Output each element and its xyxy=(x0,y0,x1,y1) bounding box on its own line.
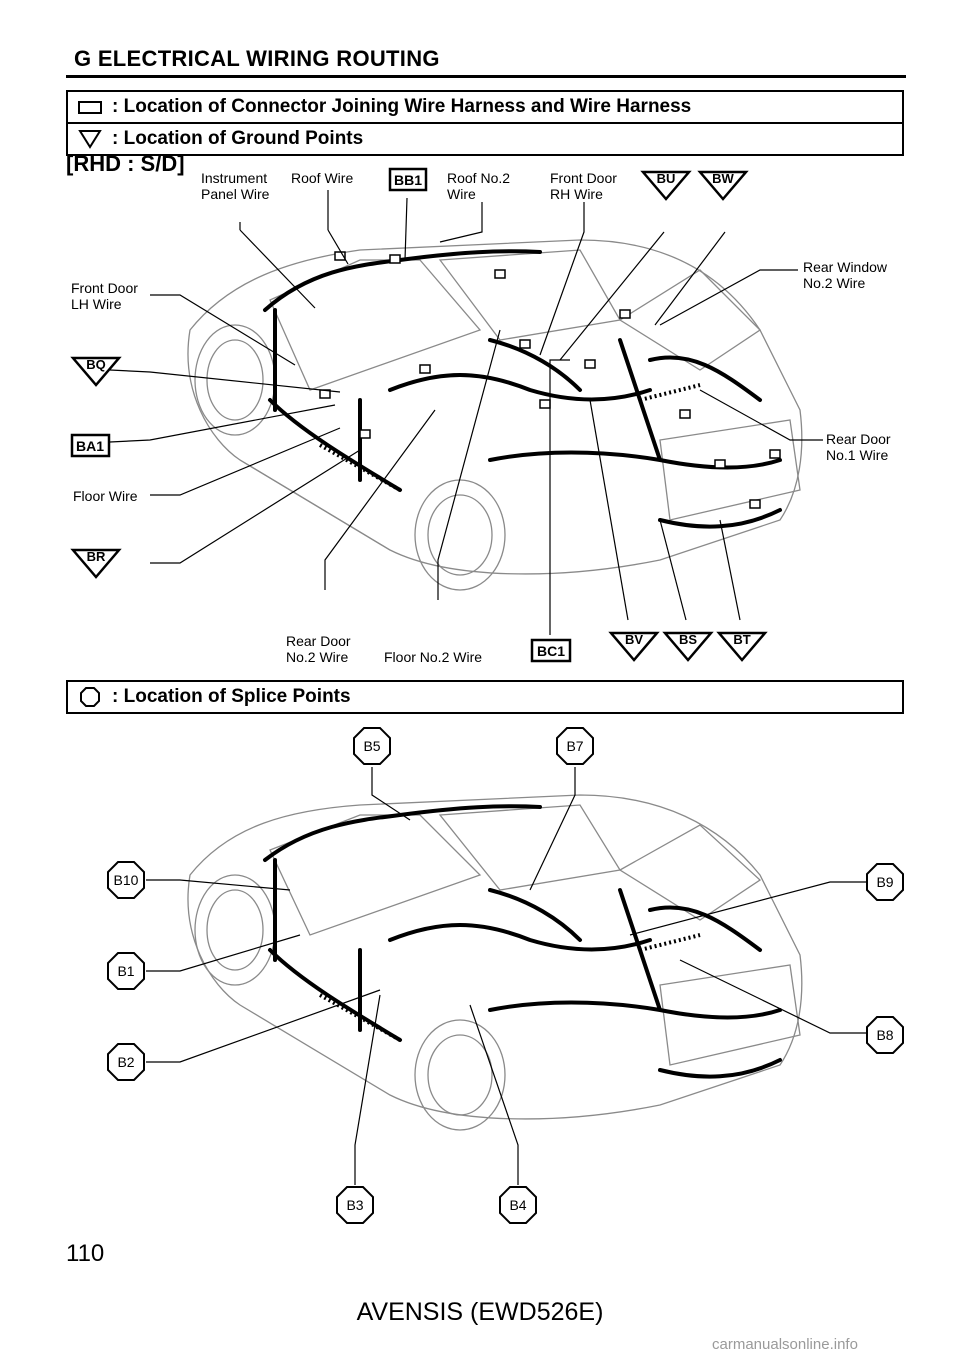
connector-bc1 xyxy=(532,640,570,661)
legend-connector-text: : Location of Connector Joining Wire Harness and Wire Harness xyxy=(112,96,692,117)
svg-text:BW: BW xyxy=(712,171,734,186)
label-rear-door-no2-wire-1: Rear Door xyxy=(286,633,351,649)
splice-b7 xyxy=(557,728,593,764)
svg-text:B10: B10 xyxy=(113,872,139,888)
splice-diagram xyxy=(60,725,920,1225)
wire-harness-2 xyxy=(265,806,780,1076)
svg-text:BC1: BC1 xyxy=(536,643,566,659)
label-front-door-lh-wire-2: LH Wire xyxy=(71,296,122,312)
label-floor-wire: Floor Wire xyxy=(73,488,138,504)
label-roof-no2-wire-2: Wire xyxy=(447,186,476,202)
legend-connector-row xyxy=(68,92,902,122)
label-rear-door-no1-wire-2: No.1 Wire xyxy=(826,447,889,463)
svg-text:B4: B4 xyxy=(509,1197,527,1213)
car-body-outline-2 xyxy=(188,795,802,1130)
svg-text:B2: B2 xyxy=(117,1054,135,1070)
label-roof-no2-wire-1: Roof No.2 xyxy=(447,170,511,186)
splice-b9 xyxy=(867,864,903,900)
svg-text:B7: B7 xyxy=(566,738,584,754)
watermark: carmanualsonline.info xyxy=(712,1336,858,1353)
ground-bv xyxy=(611,632,657,660)
legend-splice-text: : Location of Splice Points xyxy=(112,686,351,707)
label-instrument-panel-wire-2: Panel Wire xyxy=(201,186,270,202)
svg-text:BB1: BB1 xyxy=(393,172,423,188)
svg-text:B1: B1 xyxy=(117,963,135,979)
label-front-door-rh-wire-1: Front Door xyxy=(550,170,617,186)
legend-splice-row xyxy=(68,682,902,712)
wire-harness xyxy=(265,251,780,526)
label-rear-door-no1-wire-1: Rear Door xyxy=(826,431,891,447)
ground-bs xyxy=(665,632,711,660)
ground-bu xyxy=(643,171,689,199)
splice-b4 xyxy=(500,1187,536,1223)
footer-model: AVENSIS (EWD526E) xyxy=(356,1298,604,1326)
splice-b8 xyxy=(867,1017,903,1053)
section-title: G ELECTRICAL WIRING ROUTING xyxy=(74,46,440,71)
ground-bw xyxy=(700,171,746,199)
splice-leader-lines xyxy=(146,767,866,1185)
page-number: 110 xyxy=(66,1240,105,1267)
legend-splice xyxy=(66,680,904,714)
label-instrument-panel-wire-1: Instrument xyxy=(201,170,268,186)
ground-bq xyxy=(73,357,119,385)
connector-ground-diagram xyxy=(60,160,920,670)
svg-text:BA1: BA1 xyxy=(75,438,105,454)
connector-ba1 xyxy=(72,435,109,456)
label-roof-wire: Roof Wire xyxy=(291,170,354,186)
legend-ground-row xyxy=(68,122,902,154)
svg-text:BR: BR xyxy=(86,549,106,564)
label-front-door-lh-wire-1: Front Door xyxy=(71,280,138,296)
label-rear-window-no2-wire-1: Rear Window xyxy=(803,259,888,275)
splice-b5 xyxy=(354,728,390,764)
svg-text:BQ: BQ xyxy=(86,357,106,372)
legend-ground-text: : Location of Ground Points xyxy=(112,128,364,149)
label-rear-door-no2-wire-2: No.2 Wire xyxy=(286,649,349,665)
label-rear-window-no2-wire-2: No.2 Wire xyxy=(803,275,866,291)
splice-b1 xyxy=(108,953,144,989)
splice-b10 xyxy=(108,862,144,898)
leader-lines xyxy=(110,190,823,635)
svg-text:B9: B9 xyxy=(876,874,894,890)
label-front-door-rh-wire-2: RH Wire xyxy=(550,186,603,202)
splice-b2 xyxy=(108,1044,144,1080)
svg-text:B3: B3 xyxy=(346,1197,364,1213)
svg-text:B8: B8 xyxy=(876,1027,894,1043)
octagon-icon xyxy=(68,686,112,708)
ground-br xyxy=(73,549,119,577)
svg-text:B5: B5 xyxy=(363,738,381,754)
connector-bb1 xyxy=(390,169,426,190)
rectangle-icon xyxy=(68,99,112,115)
variant-label: [RHD : S/D] xyxy=(66,151,185,176)
svg-text:BS: BS xyxy=(678,632,698,647)
title-rule xyxy=(66,75,906,78)
down-triangle-icon xyxy=(68,129,112,149)
svg-text:BT: BT xyxy=(733,632,751,647)
legend-top xyxy=(66,90,904,156)
ground-bt xyxy=(719,632,765,660)
svg-text:BU: BU xyxy=(656,171,676,186)
label-floor-no2-wire: Floor No.2 Wire xyxy=(384,649,483,665)
splice-b3 xyxy=(337,1187,373,1223)
svg-text:BV: BV xyxy=(624,632,644,647)
